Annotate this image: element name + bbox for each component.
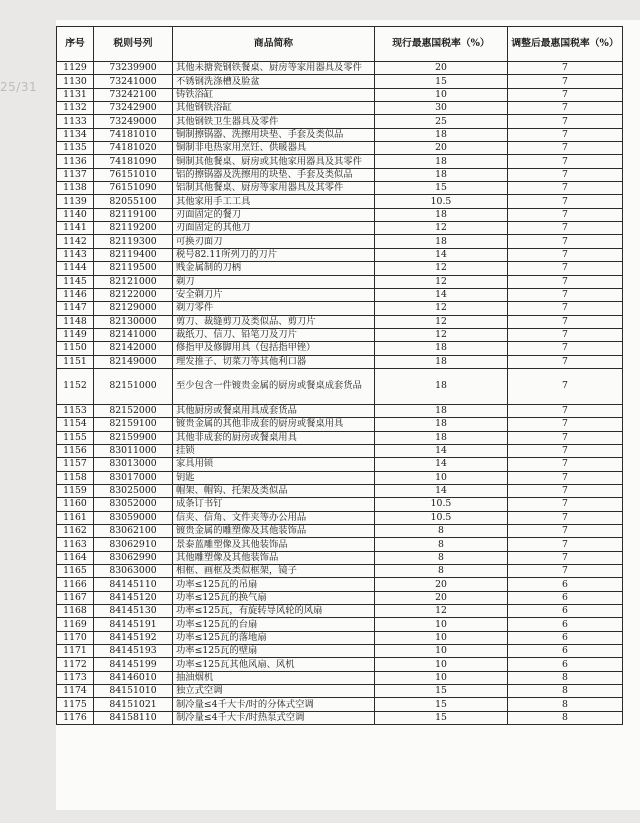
cell-name: 税号82.11所列刀的刀片: [173, 248, 375, 261]
cell-seq: 1173: [57, 671, 94, 684]
table-row: [57, 484, 623, 497]
cell-adjusted-rate: 7: [508, 355, 623, 368]
table-row: [57, 235, 623, 248]
cell-adjusted-rate: 7: [508, 62, 623, 75]
cell-name: 功率≤125瓦的壁扇: [173, 645, 375, 658]
cell-seq: 1159: [57, 484, 94, 497]
cell-seq: 1151: [57, 355, 94, 368]
table-row: [57, 275, 623, 288]
cell-adjusted-rate: 7: [508, 195, 623, 208]
table-row: [57, 342, 623, 355]
cell-code: 82121000: [94, 275, 173, 288]
cell-adjusted-rate: 8: [508, 671, 623, 684]
cell-name: 其他钢铁卫生器具及零件: [173, 115, 375, 128]
cell-name: 挂锁: [173, 444, 375, 457]
cell-adjusted-rate: 6: [508, 645, 623, 658]
cell-seq: 1137: [57, 168, 94, 181]
table-row: [57, 208, 623, 221]
cell-current-rate: 10: [375, 618, 508, 631]
cell-name: 不锈钢洗涤槽及脸盆: [173, 75, 375, 88]
table-row: [57, 142, 623, 155]
cell-seq: 1160: [57, 498, 94, 511]
cell-name: 铝的擦锅器及洗擦用的块垫、手套及类似品: [173, 168, 375, 181]
cell-adjusted-rate: 7: [508, 128, 623, 141]
table-row: [57, 302, 623, 315]
table-row: [57, 565, 623, 578]
cell-name: 其他厨房或餐桌用具成套货品: [173, 404, 375, 417]
cell-seq: 1158: [57, 471, 94, 484]
table-row: [57, 711, 623, 724]
cell-current-rate: 12: [375, 302, 508, 315]
cell-current-rate: 10: [375, 88, 508, 101]
cell-seq: 1141: [57, 222, 94, 235]
cell-current-rate: 20: [375, 578, 508, 591]
table-row: [57, 605, 623, 618]
cell-seq: 1147: [57, 302, 94, 315]
cell-code: 84145193: [94, 645, 173, 658]
cell-code: 73242100: [94, 88, 173, 101]
cell-code: 84145110: [94, 578, 173, 591]
cell-code: 84145191: [94, 618, 173, 631]
cell-name: 成条订书钉: [173, 498, 375, 511]
cell-adjusted-rate: 7: [508, 248, 623, 261]
cell-seq: 1157: [57, 458, 94, 471]
cell-adjusted-rate: 6: [508, 591, 623, 604]
cell-adjusted-rate: 7: [508, 235, 623, 248]
cell-adjusted-rate: 7: [508, 525, 623, 538]
cell-code: 82055100: [94, 195, 173, 208]
table-row: [57, 328, 623, 341]
cell-seq: 1131: [57, 88, 94, 101]
table-header-row: [57, 27, 623, 62]
cell-name: 刃面固定的其他刀: [173, 222, 375, 235]
cell-seq: 1145: [57, 275, 94, 288]
cell-current-rate: 15: [375, 685, 508, 698]
cell-adjusted-rate: 6: [508, 605, 623, 618]
tariff-table: [56, 26, 623, 725]
cell-current-rate: 15: [375, 698, 508, 711]
table-row: [57, 645, 623, 658]
cell-code: 82119200: [94, 222, 173, 235]
table-row: [57, 315, 623, 328]
table-row: [57, 591, 623, 604]
cell-code: 76151090: [94, 182, 173, 195]
cell-adjusted-rate: 7: [508, 262, 623, 275]
cell-current-rate: 18: [375, 355, 508, 368]
table-row: [57, 538, 623, 551]
cell-current-rate: 15: [375, 711, 508, 724]
cell-adjusted-rate: 7: [508, 444, 623, 457]
cell-name: 铝制其他餐桌、厨房等家用器具及其零件: [173, 182, 375, 195]
cell-seq: 1129: [57, 62, 94, 75]
cell-name: 其他未搪瓷钢铁餐桌、厨房等家用器具及零件: [173, 62, 375, 75]
cell-code: 84145199: [94, 658, 173, 671]
cell-seq: 1143: [57, 248, 94, 261]
cell-seq: 1140: [57, 208, 94, 221]
cell-adjusted-rate: 7: [508, 155, 623, 168]
cell-current-rate: 8: [375, 538, 508, 551]
table-row: [57, 471, 623, 484]
cell-code: 73239900: [94, 62, 173, 75]
cell-seq: 1142: [57, 235, 94, 248]
table-row: [57, 355, 623, 368]
cell-code: 82159100: [94, 418, 173, 431]
cell-seq: 1153: [57, 404, 94, 417]
cell-seq: 1150: [57, 342, 94, 355]
cell-seq: 1169: [57, 618, 94, 631]
cell-name: 信夹、信角、文件夹等办公用品: [173, 511, 375, 524]
cell-code: 84145120: [94, 591, 173, 604]
cell-adjusted-rate: 7: [508, 328, 623, 341]
cell-code: 84158110: [94, 711, 173, 724]
cell-seq: 1163: [57, 538, 94, 551]
cell-name: 其他钢铁浴缸: [173, 102, 375, 115]
cell-adjusted-rate: 7: [508, 471, 623, 484]
cell-code: 84151010: [94, 685, 173, 698]
cell-adjusted-rate: 7: [508, 315, 623, 328]
cell-adjusted-rate: 7: [508, 208, 623, 221]
cell-name: 镀贵金属的其他非成套的厨房或餐桌用具: [173, 418, 375, 431]
cell-current-rate: 8: [375, 565, 508, 578]
cell-current-rate: 18: [375, 155, 508, 168]
cell-name: 功率≤125瓦的吊扇: [173, 578, 375, 591]
cell-code: 82119100: [94, 208, 173, 221]
cell-adjusted-rate: 6: [508, 578, 623, 591]
table-row: [57, 458, 623, 471]
cell-code: 83063000: [94, 565, 173, 578]
cell-name: 其他家用手工工具: [173, 195, 375, 208]
cell-name: 功率≤125瓦，有旋转导风轮的风扇: [173, 605, 375, 618]
cell-code: 82129000: [94, 302, 173, 315]
cell-current-rate: 10: [375, 645, 508, 658]
cell-current-rate: 18: [375, 128, 508, 141]
cell-current-rate: 12: [375, 222, 508, 235]
cell-name: 剪刀、裁缝剪刀及类似品、剪刀片: [173, 315, 375, 328]
header-seq: 序号: [57, 27, 94, 62]
cell-adjusted-rate: 7: [508, 431, 623, 444]
cell-adjusted-rate: 7: [508, 275, 623, 288]
cell-current-rate: 10: [375, 671, 508, 684]
cell-code: 82141000: [94, 328, 173, 341]
cell-code: 83059000: [94, 511, 173, 524]
table-row: [57, 248, 623, 261]
cell-adjusted-rate: 7: [508, 102, 623, 115]
cell-code: 76151010: [94, 168, 173, 181]
cell-code: 74181090: [94, 155, 173, 168]
cell-name: 抽油烟机: [173, 671, 375, 684]
cell-code: 82119300: [94, 235, 173, 248]
table-row: [57, 631, 623, 644]
table-row: [57, 262, 623, 275]
cell-adjusted-rate: 8: [508, 698, 623, 711]
table-row: [57, 88, 623, 101]
cell-current-rate: 10.5: [375, 498, 508, 511]
table-row: [57, 658, 623, 671]
cell-current-rate: 12: [375, 328, 508, 341]
cell-current-rate: 15: [375, 75, 508, 88]
cell-code: 73242900: [94, 102, 173, 115]
cell-current-rate: 18: [375, 418, 508, 431]
cell-name: 可换刃面刀: [173, 235, 375, 248]
table-row: [57, 525, 623, 538]
table-row: [57, 431, 623, 444]
cell-code: 82119400: [94, 248, 173, 261]
cell-code: 73249000: [94, 115, 173, 128]
cell-current-rate: 10.5: [375, 511, 508, 524]
cell-seq: 1134: [57, 128, 94, 141]
table-row: [57, 288, 623, 301]
table-row: [57, 155, 623, 168]
cell-name: 刃面固定的餐刀: [173, 208, 375, 221]
cell-code: 84145192: [94, 631, 173, 644]
table-row: [57, 498, 623, 511]
cell-name: 钥匙: [173, 471, 375, 484]
table-row: [57, 62, 623, 75]
cell-adjusted-rate: 7: [508, 551, 623, 564]
cell-current-rate: 18: [375, 168, 508, 181]
cell-name: 镀贵金属的雕塑像及其他装饰品: [173, 525, 375, 538]
header-code: 税则号列: [94, 27, 173, 62]
table-row: [57, 551, 623, 564]
table-row: [57, 404, 623, 417]
cell-adjusted-rate: 7: [508, 511, 623, 524]
cell-name: 功率≤125瓦的台扇: [173, 618, 375, 631]
cell-seq: 1133: [57, 115, 94, 128]
cell-seq: 1135: [57, 142, 94, 155]
cell-code: 74181010: [94, 128, 173, 141]
cell-name: 制冷量≤4千大卡/时的分体式空调: [173, 698, 375, 711]
cell-current-rate: 18: [375, 235, 508, 248]
cell-code: 83017000: [94, 471, 173, 484]
cell-name: 修指甲及修脚用具（包括指甲锉）: [173, 342, 375, 355]
cell-adjusted-rate: 7: [508, 404, 623, 417]
table-row: [57, 418, 623, 431]
table-row: [57, 671, 623, 684]
cell-current-rate: 25: [375, 115, 508, 128]
cell-adjusted-rate: 7: [508, 498, 623, 511]
table-row: [57, 685, 623, 698]
table-row: [57, 115, 623, 128]
cell-current-rate: 10.5: [375, 195, 508, 208]
cell-code: 82159900: [94, 431, 173, 444]
cell-current-rate: 14: [375, 458, 508, 471]
cell-name: 其他非成套的厨房或餐桌用具: [173, 431, 375, 444]
cell-code: 82122000: [94, 288, 173, 301]
cell-adjusted-rate: 7: [508, 418, 623, 431]
cell-name: 功率≤125瓦的落地扇: [173, 631, 375, 644]
cell-seq: 1154: [57, 418, 94, 431]
table-row: [57, 182, 623, 195]
cell-current-rate: 12: [375, 605, 508, 618]
cell-current-rate: 18: [375, 431, 508, 444]
cell-current-rate: 8: [375, 551, 508, 564]
cell-adjusted-rate: 7: [508, 168, 623, 181]
cell-adjusted-rate: 7: [508, 538, 623, 551]
cell-seq: 1132: [57, 102, 94, 115]
cell-seq: 1152: [57, 368, 94, 404]
cell-name: 家具用锁: [173, 458, 375, 471]
cell-code: 82151000: [94, 368, 173, 404]
cell-seq: 1164: [57, 551, 94, 564]
cell-adjusted-rate: 7: [508, 458, 623, 471]
cell-code: 83025000: [94, 484, 173, 497]
cell-code: 74181020: [94, 142, 173, 155]
cell-code: 84151021: [94, 698, 173, 711]
table-row: [57, 195, 623, 208]
cell-adjusted-rate: 8: [508, 685, 623, 698]
cell-seq: 1162: [57, 525, 94, 538]
cell-code: 84146010: [94, 671, 173, 684]
cell-name: 理发推子、切菜刀等其他利口器: [173, 355, 375, 368]
cell-current-rate: 12: [375, 315, 508, 328]
cell-seq: 1170: [57, 631, 94, 644]
cell-name: 功率≤125瓦其他风扇、风机: [173, 658, 375, 671]
cell-seq: 1167: [57, 591, 94, 604]
table-row: [57, 511, 623, 524]
cell-name: 相框、画框及类似框架，镜子: [173, 565, 375, 578]
cell-current-rate: 18: [375, 404, 508, 417]
cell-name: 贱金属制的刀柄: [173, 262, 375, 275]
cell-code: 84145130: [94, 605, 173, 618]
table-row: [57, 698, 623, 711]
page-counter-overlay: 25/31: [0, 80, 38, 94]
cell-name: 铜制非电热家用烹饪、供暖器具: [173, 142, 375, 155]
cell-name: 剃刀: [173, 275, 375, 288]
cell-name: 铸铁浴缸: [173, 88, 375, 101]
cell-name: 景泰蓝雕塑像及其他装饰品: [173, 538, 375, 551]
cell-code: 82142000: [94, 342, 173, 355]
table-row: [57, 222, 623, 235]
cell-current-rate: 18: [375, 342, 508, 355]
cell-current-rate: 12: [375, 275, 508, 288]
cell-adjusted-rate: 8: [508, 711, 623, 724]
cell-code: 82149000: [94, 355, 173, 368]
cell-current-rate: 20: [375, 62, 508, 75]
cell-current-rate: 12: [375, 262, 508, 275]
cell-seq: 1130: [57, 75, 94, 88]
table-row: [57, 618, 623, 631]
cell-seq: 1148: [57, 315, 94, 328]
table-row: [57, 168, 623, 181]
cell-current-rate: 20: [375, 591, 508, 604]
cell-seq: 1146: [57, 288, 94, 301]
cell-current-rate: 14: [375, 248, 508, 261]
cell-name: 安全剃刀片: [173, 288, 375, 301]
cell-adjusted-rate: 7: [508, 484, 623, 497]
cell-adjusted-rate: 7: [508, 288, 623, 301]
cell-adjusted-rate: 7: [508, 302, 623, 315]
cell-seq: 1166: [57, 578, 94, 591]
cell-adjusted-rate: 7: [508, 342, 623, 355]
cell-name: 至少包含一件镀贵金属的厨房或餐桌成套货品: [173, 368, 375, 404]
cell-name: 裁纸刀、信刀、铅笔刀及刀片: [173, 328, 375, 341]
cell-name: 剃刀零件: [173, 302, 375, 315]
cell-adjusted-rate: 7: [508, 565, 623, 578]
cell-name: 其他雕塑像及其他装饰品: [173, 551, 375, 564]
cell-code: 83011000: [94, 444, 173, 457]
cell-seq: 1171: [57, 645, 94, 658]
table-row: [57, 128, 623, 141]
cell-name: 独立式空调: [173, 685, 375, 698]
cell-seq: 1176: [57, 711, 94, 724]
cell-current-rate: 14: [375, 288, 508, 301]
cell-code: 73241000: [94, 75, 173, 88]
cell-name: 制冷量≤4千大卡/时热泵式空调: [173, 711, 375, 724]
cell-seq: 1161: [57, 511, 94, 524]
header-current-rate: 现行最惠国税率（%）: [375, 27, 508, 62]
cell-seq: 1155: [57, 431, 94, 444]
cell-adjusted-rate: 6: [508, 658, 623, 671]
cell-name: 帽架、帽钩、托架及类似品: [173, 484, 375, 497]
cell-seq: 1156: [57, 444, 94, 457]
cell-code: 83062910: [94, 538, 173, 551]
table-row: [57, 75, 623, 88]
cell-code: 82119500: [94, 262, 173, 275]
table-row: [57, 102, 623, 115]
cell-current-rate: 18: [375, 368, 508, 404]
cell-name: 铜制其他餐桌、厨房或其他家用器具及其零件: [173, 155, 375, 168]
cell-code: 82130000: [94, 315, 173, 328]
cell-adjusted-rate: 7: [508, 222, 623, 235]
cell-current-rate: 10: [375, 658, 508, 671]
cell-seq: 1144: [57, 262, 94, 275]
cell-seq: 1165: [57, 565, 94, 578]
cell-seq: 1175: [57, 698, 94, 711]
cell-adjusted-rate: 7: [508, 142, 623, 155]
cell-name: 铜制擦锅器、洗擦用块垫、手套及类似品: [173, 128, 375, 141]
cell-code: 83052000: [94, 498, 173, 511]
cell-adjusted-rate: 6: [508, 618, 623, 631]
cell-code: 82152000: [94, 404, 173, 417]
cell-adjusted-rate: 7: [508, 75, 623, 88]
cell-current-rate: 20: [375, 142, 508, 155]
cell-current-rate: 10: [375, 471, 508, 484]
table-row: [57, 444, 623, 457]
cell-current-rate: 8: [375, 525, 508, 538]
cell-name: 功率≤125瓦的换气扇: [173, 591, 375, 604]
cell-current-rate: 15: [375, 182, 508, 195]
cell-code: 83062100: [94, 525, 173, 538]
cell-seq: 1168: [57, 605, 94, 618]
cell-seq: 1139: [57, 195, 94, 208]
cell-adjusted-rate: 7: [508, 368, 623, 404]
cell-adjusted-rate: 6: [508, 631, 623, 644]
cell-adjusted-rate: 7: [508, 182, 623, 195]
cell-current-rate: 14: [375, 484, 508, 497]
cell-current-rate: 30: [375, 102, 508, 115]
cell-adjusted-rate: 7: [508, 115, 623, 128]
cell-code: 83013000: [94, 458, 173, 471]
cell-code: 83062990: [94, 551, 173, 564]
header-adjusted-rate: 调整后最惠国税率（%）: [508, 27, 623, 62]
table-row: [57, 578, 623, 591]
cell-current-rate: 14: [375, 444, 508, 457]
cell-seq: 1174: [57, 685, 94, 698]
cell-adjusted-rate: 7: [508, 88, 623, 101]
cell-seq: 1149: [57, 328, 94, 341]
table-body: [57, 62, 623, 725]
cell-seq: 1172: [57, 658, 94, 671]
cell-current-rate: 10: [375, 631, 508, 644]
cell-seq: 1138: [57, 182, 94, 195]
cell-current-rate: 18: [375, 208, 508, 221]
cell-seq: 1136: [57, 155, 94, 168]
header-name: 商品简称: [173, 27, 375, 62]
table-row: [57, 368, 623, 404]
